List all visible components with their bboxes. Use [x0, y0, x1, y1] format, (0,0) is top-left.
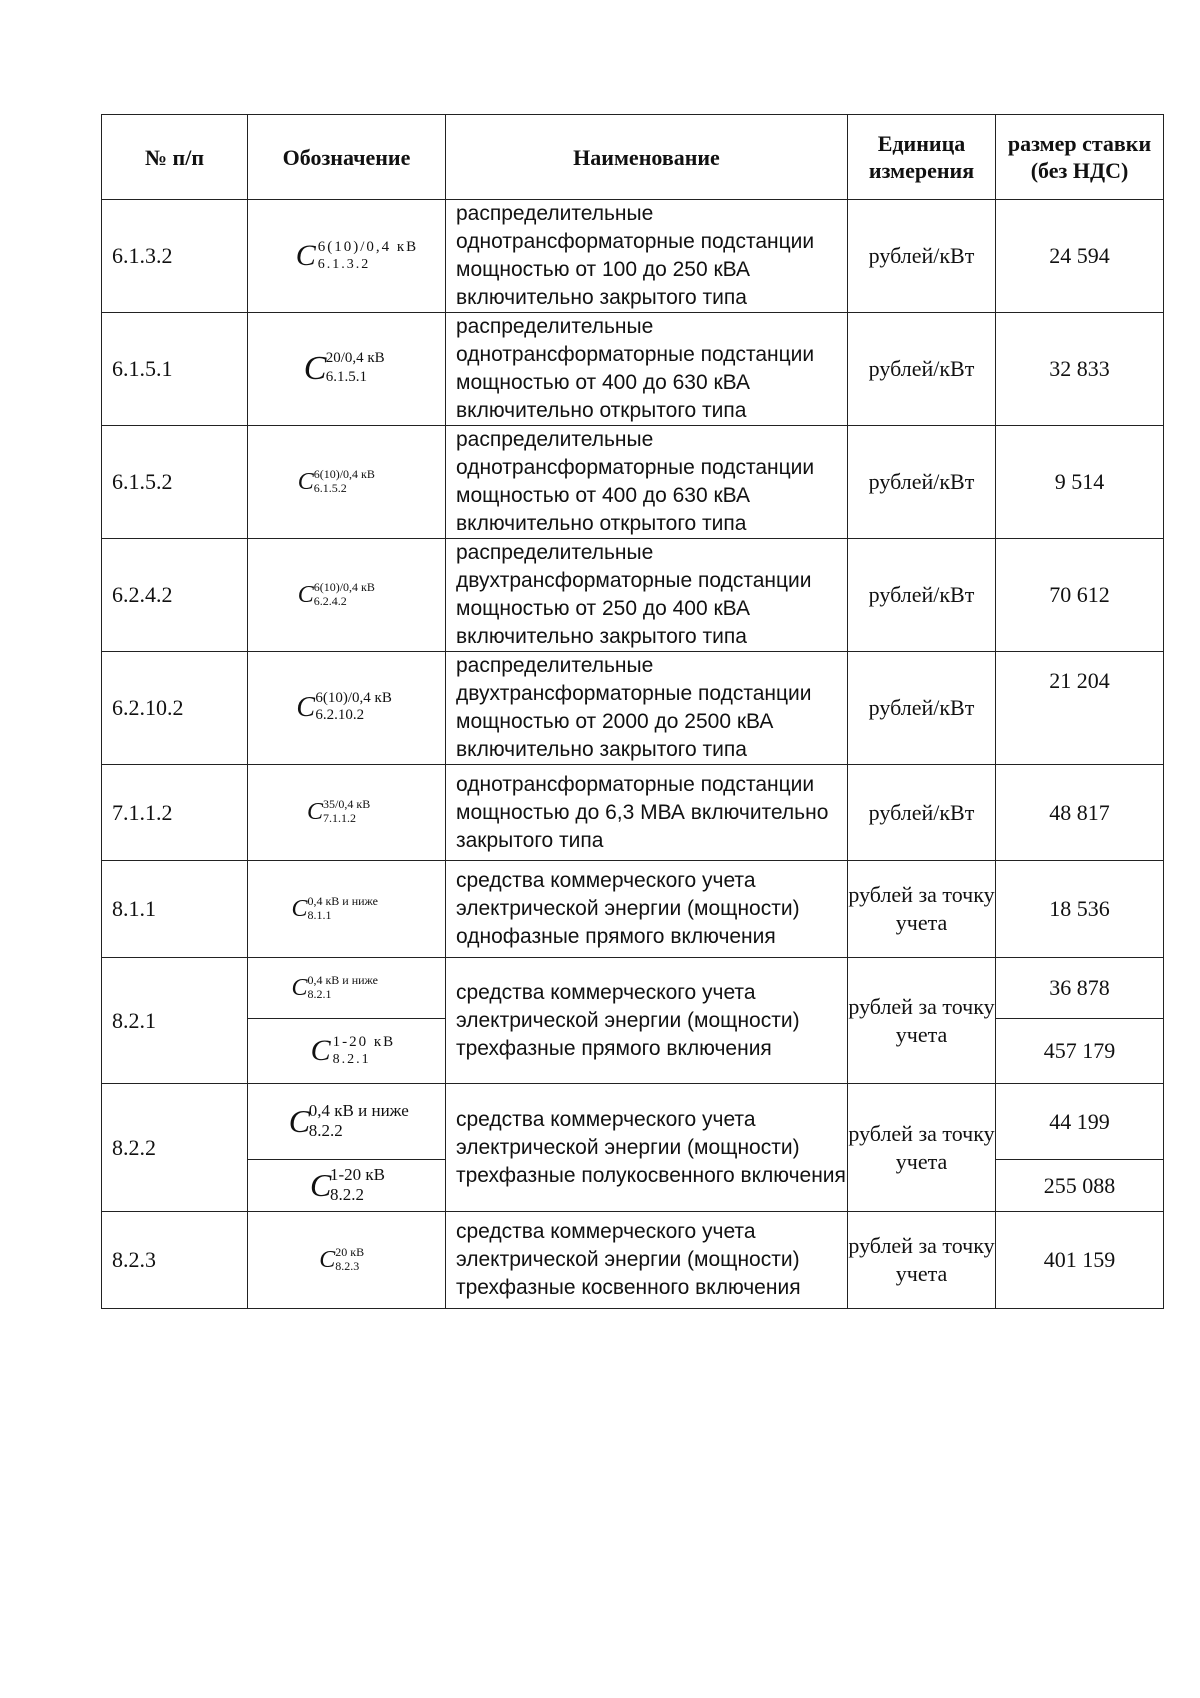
symbol-superscript: 20 кВ [335, 1244, 365, 1259]
row-number: 8.1.1 [102, 861, 248, 958]
tariff-symbol: C 1-20 кВ 8.2.2 [309, 1165, 385, 1204]
symbol-superscript: 6(10)/0,4 кВ [313, 466, 375, 481]
table-row [102, 313, 1164, 426]
row-number: 8.2.3 [102, 1212, 248, 1309]
tariff-symbol: C 35/0,4 кВ 7.1.1.2 [307, 797, 371, 825]
symbol-subscript: 8.2.2 [329, 1185, 364, 1204]
rate-cell: 36 878 [996, 958, 1164, 1019]
tariff-symbol: C 0,4 кВ и ниже 8.2.2 [288, 1101, 409, 1140]
rate-cell: 457 179 [996, 1019, 1164, 1084]
name-cell: распределительные двухтрансформаторные подстанции мощностью от 250 до 400 кВА включительно закрытого типа [446, 539, 848, 652]
symbol-superscript: 6(10)/0,4 кВ [315, 690, 392, 706]
symbol-subscript: 6.1.3.2 [317, 257, 371, 272]
designation-cell [248, 1019, 446, 1084]
tariff-symbol: C 6(10)/0,4 кВ 6.1.3.2 [295, 239, 419, 272]
header-rate: размер ставки (без НДС) [996, 115, 1164, 200]
symbol-superscript: 6(10)/0,4 кВ [317, 239, 419, 255]
table-row [102, 1084, 1164, 1160]
row-number: 6.2.10.2 [102, 652, 248, 765]
rate-cell: 32 833 [996, 313, 1164, 426]
tariff-symbol: C 6(10)/0,4 кВ 6.1.5.2 [297, 466, 375, 495]
name-cell: распределительные однотрансформаторные подстанции мощностью от 400 до 630 кВА включительно открытого типа [446, 426, 848, 539]
symbol-superscript: 1-20 кВ [332, 1034, 396, 1050]
rate-cell: 24 594 [996, 200, 1164, 313]
tariff-symbol: C 1-20 кВ 8.2.1 [310, 1034, 396, 1067]
rate-cell: 48 817 [996, 765, 1164, 861]
table-row [102, 765, 1164, 861]
unit-cell: рублей за точку учета [848, 861, 996, 958]
designation-cell [248, 861, 446, 958]
symbol-subscript: 6.1.5.1 [325, 369, 367, 385]
unit-cell: рублей/кВт [848, 765, 996, 861]
symbol-superscript: 20/0,4 кВ [325, 350, 385, 366]
header-num: № п/п [102, 115, 248, 200]
tariff-symbol: C 6(10)/0,4 кВ 6.2.4.2 [297, 579, 375, 608]
rate-cell: 18 536 [996, 861, 1164, 958]
symbol-superscript: 0,4 кВ и ниже [308, 1101, 409, 1120]
header-designation: Обозначение [248, 115, 446, 200]
name-cell: средства коммерческого учета электрической энергии (мощности) трехфазные прямого включения [446, 958, 848, 1084]
table-row [102, 426, 1164, 539]
table-row [102, 1212, 1164, 1309]
symbol-subscript: 8.2.1 [332, 1052, 371, 1067]
unit-cell: рублей/кВт [848, 652, 996, 765]
table-row [102, 958, 1164, 1019]
table-row [102, 539, 1164, 652]
tariff-table [101, 114, 1164, 1309]
name-cell: однотрансформаторные подстанции мощностью до 6,3 МВА включительно закрытого типа [446, 765, 848, 861]
designation-cell [248, 1212, 446, 1309]
rate-cell: 21 204 [996, 652, 1164, 765]
designation-cell [248, 313, 446, 426]
symbol-subscript: 6.1.5.2 [313, 480, 347, 495]
symbol-subscript: 8.2.1 [307, 986, 332, 1001]
designation-cell [248, 200, 446, 313]
symbol-subscript: 8.2.2 [308, 1121, 343, 1140]
tariff-symbol: C 0,4 кВ и ниже 8.1.1 [291, 893, 379, 922]
unit-cell: рублей/кВт [848, 539, 996, 652]
table-row [102, 200, 1164, 313]
unit-cell: рублей/кВт [848, 200, 996, 313]
rate-cell: 401 159 [996, 1212, 1164, 1309]
symbol-superscript: 1-20 кВ [329, 1165, 385, 1184]
name-cell: средства коммерческого учета электрической энергии (мощности) трехфазные полукосвенного включения [446, 1084, 848, 1212]
symbol-subscript: 7.1.1.2 [323, 811, 357, 825]
name-cell: распределительные однотрансформаторные подстанции мощностью от 400 до 630 кВА включительно открытого типа [446, 313, 848, 426]
row-number: 6.1.5.2 [102, 426, 248, 539]
header-unit: Единица измерения [848, 115, 996, 200]
symbol-superscript: 0,4 кВ и ниже [307, 972, 379, 987]
table-row [102, 652, 1164, 765]
symbol-subscript: 8.2.3 [335, 1258, 360, 1273]
row-number: 7.1.1.2 [102, 765, 248, 861]
unit-cell: рублей за точку учета [848, 958, 996, 1084]
unit-cell: рублей/кВт [848, 426, 996, 539]
tariff-symbol: C 20 кВ 8.2.3 [319, 1244, 365, 1273]
symbol-superscript: 6(10)/0,4 кВ [313, 579, 375, 594]
name-cell: средства коммерческого учета электрической энергии (мощности) трехфазные косвенного включения [446, 1212, 848, 1309]
designation-cell [248, 1160, 446, 1212]
row-number: 6.1.3.2 [102, 200, 248, 313]
rate-cell: 9 514 [996, 426, 1164, 539]
row-number: 6.1.5.1 [102, 313, 248, 426]
designation-cell [248, 539, 446, 652]
row-number: 6.2.4.2 [102, 539, 248, 652]
table-row [102, 861, 1164, 958]
symbol-subscript: 6.2.10.2 [315, 707, 365, 723]
designation-cell [248, 958, 446, 1019]
unit-cell: рублей за точку учета [848, 1084, 996, 1212]
unit-cell: рублей/кВт [848, 313, 996, 426]
name-cell: распределительные однотрансформаторные подстанции мощностью от 100 до 250 кВА включительно закрытого типа [446, 200, 848, 313]
row-number: 8.2.2 [102, 1084, 248, 1212]
designation-cell [248, 765, 446, 861]
symbol-superscript: 35/0,4 кВ [323, 797, 371, 811]
symbol-superscript: 0,4 кВ и ниже [307, 893, 379, 908]
header-name: Наименование [446, 115, 848, 200]
symbol-subscript: 8.1.1 [307, 907, 332, 922]
designation-cell [248, 426, 446, 539]
header-row [102, 115, 1164, 200]
rate-cell: 255 088 [996, 1160, 1164, 1212]
rate-cell: 70 612 [996, 539, 1164, 652]
name-cell: распределительные двухтрансформаторные подстанции мощностью от 2000 до 2500 кВА включительно закрытого типа [446, 652, 848, 765]
tariff-symbol: C 20/0,4 кВ 6.1.5.1 [303, 350, 385, 387]
designation-cell [248, 652, 446, 765]
symbol-subscript: 6.2.4.2 [313, 593, 347, 608]
rate-cell: 44 199 [996, 1084, 1164, 1160]
tariff-symbol: C 6(10)/0,4 кВ 6.2.10.2 [296, 690, 392, 723]
row-number: 8.2.1 [102, 958, 248, 1084]
name-cell: средства коммерческого учета электрической энергии (мощности) однофазные прямого включения [446, 861, 848, 958]
tariff-symbol: C 0,4 кВ и ниже 8.2.1 [291, 972, 379, 1001]
unit-cell: рублей за точку учета [848, 1212, 996, 1309]
designation-cell [248, 1084, 446, 1160]
